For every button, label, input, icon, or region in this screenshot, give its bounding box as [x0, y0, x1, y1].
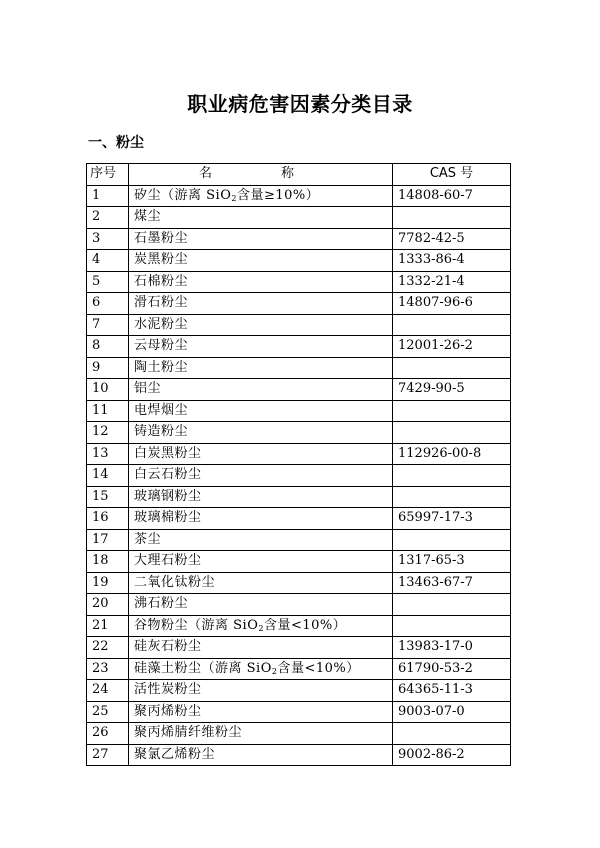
row-seq: 27	[87, 744, 129, 766]
table-row	[87, 529, 511, 551]
table-row	[87, 658, 511, 680]
row-seq: 1	[87, 185, 129, 207]
row-seq: 24	[87, 680, 129, 702]
row-cas: 7429-90-5	[393, 379, 511, 401]
row-cas: 14807-96-6	[393, 293, 511, 315]
table-row	[87, 422, 511, 444]
table-row	[87, 228, 511, 250]
row-seq: 8	[87, 336, 129, 358]
row-cas: 64365-11-3	[393, 680, 511, 702]
row-name: 石棉粉尘	[129, 271, 393, 293]
row-cas: 1317-65-3	[393, 551, 511, 573]
table-row	[87, 185, 511, 207]
table-row	[87, 551, 511, 573]
row-name-text-after: 含量<10%）	[277, 660, 360, 676]
row-seq: 22	[87, 637, 129, 659]
table-body	[87, 185, 511, 766]
row-name-text-after: 含量<10%）	[263, 617, 347, 633]
row-seq: 17	[87, 529, 129, 551]
table-row	[87, 508, 511, 530]
row-seq: 19	[87, 572, 129, 594]
row-name: 大理石粉尘	[129, 551, 393, 573]
table-row	[87, 293, 511, 315]
row-seq: 16	[87, 508, 129, 530]
table-row	[87, 357, 511, 379]
row-name: 煤尘	[129, 207, 393, 229]
row-seq: 20	[87, 594, 129, 616]
table-row	[87, 250, 511, 272]
table-row	[87, 637, 511, 659]
row-cas: 65997-17-3	[393, 508, 511, 530]
table-row	[87, 379, 511, 401]
table-row	[87, 680, 511, 702]
row-cas: 9003-07-0	[393, 701, 511, 723]
row-cas	[393, 314, 511, 336]
row-name: 炭黑粉尘	[129, 250, 393, 272]
row-cas	[393, 400, 511, 422]
row-name: 聚丙烯腈纤维粉尘	[129, 723, 393, 745]
row-cas	[393, 529, 511, 551]
row-name: 铝尘	[129, 379, 393, 401]
table-row	[87, 465, 511, 487]
table-row	[87, 336, 511, 358]
row-seq: 2	[87, 207, 129, 229]
row-name: 二氧化钛粉尘	[129, 572, 393, 594]
row-name: 陶土粉尘	[129, 357, 393, 379]
table-header-row	[87, 164, 511, 186]
row-seq: 6	[87, 293, 129, 315]
row-seq: 11	[87, 400, 129, 422]
header-cas: CAS 号	[393, 164, 511, 186]
table-row	[87, 744, 511, 766]
row-cas: 1333-86-4	[393, 250, 511, 272]
row-name-text-after: 含量≥10%）	[236, 187, 320, 203]
row-cas: 61790-53-2	[393, 658, 511, 680]
row-name: 沸石粉尘	[129, 594, 393, 616]
row-name: 云母粉尘	[129, 336, 393, 358]
table-row	[87, 594, 511, 616]
row-seq: 10	[87, 379, 129, 401]
row-name: 水泥粉尘	[129, 314, 393, 336]
row-cas	[393, 357, 511, 379]
header-name: 名 称	[129, 164, 393, 186]
row-name: 聚氯乙烯粉尘	[129, 744, 393, 766]
row-seq: 18	[87, 551, 129, 573]
row-cas: 1332-21-4	[393, 271, 511, 293]
document-title: 职业病危害因素分类目录	[187, 92, 413, 116]
row-name: 滑石粉尘	[129, 293, 393, 315]
row-cas: 14808-60-7	[393, 185, 511, 207]
row-name: 聚丙烯粉尘	[129, 701, 393, 723]
row-name: 白炭黑粉尘	[129, 443, 393, 465]
row-cas	[393, 465, 511, 487]
row-seq: 3	[87, 228, 129, 250]
table-row	[87, 207, 511, 229]
row-name	[129, 658, 393, 680]
row-name-text: 矽尘（游离 SiO	[134, 187, 232, 203]
row-name: 白云石粉尘	[129, 465, 393, 487]
row-cas: 13463-67-7	[393, 572, 511, 594]
row-name: 石墨粉尘	[129, 228, 393, 250]
row-name: 茶尘	[129, 529, 393, 551]
row-seq: 23	[87, 658, 129, 680]
row-name-text: 硅藻土粉尘（游离 SiO	[134, 660, 272, 676]
row-name-text: 谷物粉尘（游离 SiO	[134, 617, 259, 633]
row-name: 玻璃钢粉尘	[129, 486, 393, 508]
row-name: 电焊烟尘	[129, 400, 393, 422]
table-row	[87, 615, 511, 637]
row-name: 硅灰石粉尘	[129, 637, 393, 659]
row-seq: 9	[87, 357, 129, 379]
table-row	[87, 400, 511, 422]
table-row	[87, 486, 511, 508]
row-seq: 26	[87, 723, 129, 745]
row-name-subscript: 2	[231, 193, 237, 203]
row-name	[129, 615, 393, 637]
table-row	[87, 723, 511, 745]
row-cas: 112926-00-8	[393, 443, 511, 465]
row-cas	[393, 207, 511, 229]
table-row	[87, 701, 511, 723]
row-cas	[393, 594, 511, 616]
row-seq: 25	[87, 701, 129, 723]
section-heading: 一、粉尘	[88, 135, 144, 151]
row-cas	[393, 486, 511, 508]
header-seq: 序号	[87, 164, 129, 186]
row-cas: 13983-17-0	[393, 637, 511, 659]
row-seq: 7	[87, 314, 129, 336]
row-seq: 14	[87, 465, 129, 487]
table-row	[87, 443, 511, 465]
row-seq: 15	[87, 486, 129, 508]
row-seq: 13	[87, 443, 129, 465]
row-seq: 4	[87, 250, 129, 272]
row-seq: 12	[87, 422, 129, 444]
table-row	[87, 572, 511, 594]
row-cas: 7782-42-5	[393, 228, 511, 250]
row-name	[129, 185, 393, 207]
row-cas	[393, 615, 511, 637]
row-name-subscript: 2	[258, 623, 264, 633]
row-cas	[393, 422, 511, 444]
row-name-subscript: 2	[271, 666, 278, 676]
row-name: 玻璃棉粉尘	[129, 508, 393, 530]
row-cas: 12001-26-2	[393, 336, 511, 358]
table-row	[87, 271, 511, 293]
row-name: 铸造粉尘	[129, 422, 393, 444]
hazard-table	[86, 163, 511, 766]
table-row	[87, 314, 511, 336]
row-cas: 9002-86-2	[393, 744, 511, 766]
row-seq: 21	[87, 615, 129, 637]
row-cas	[393, 723, 511, 745]
row-seq: 5	[87, 271, 129, 293]
row-name: 活性炭粉尘	[129, 680, 393, 702]
